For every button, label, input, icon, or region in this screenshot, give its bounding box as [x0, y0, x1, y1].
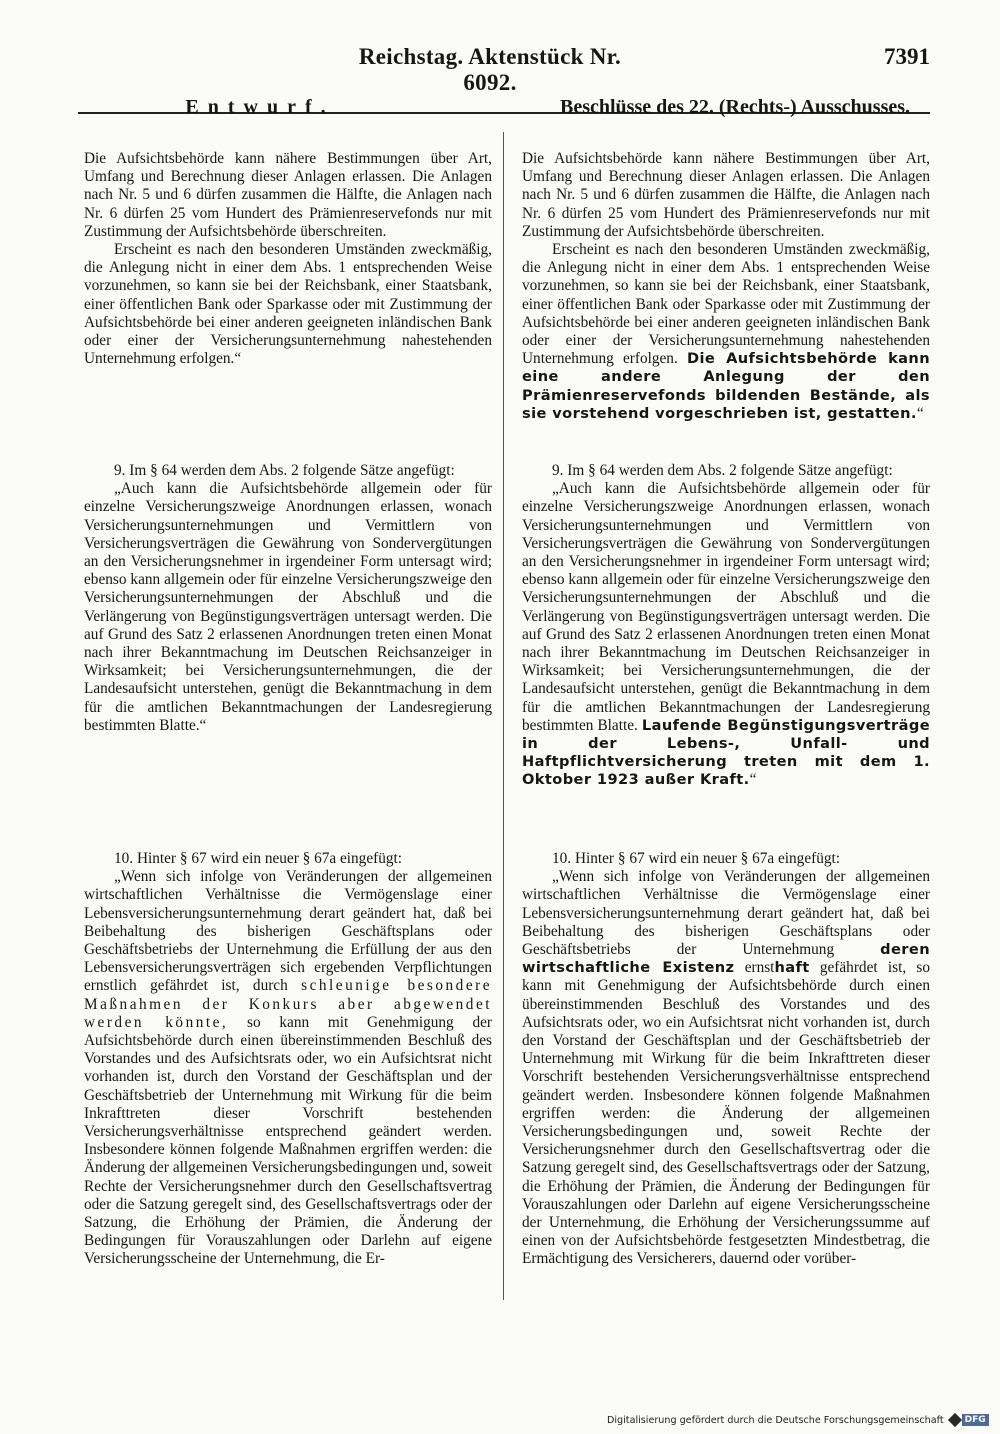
- quoted-text-part: so kann mit Genehmigung der Aufsichtsbehörde durch einen übereinstimmenden Beschluß des Vorstandes und des Aufsichtsrats oder, wo ein Aufsichtsrat nicht vorhanden ist, durch den Vorstand der Geschäftsplan und der Geschäftsbetrieb der Unternehmung mit Wirkung für die beim Inkrafttreten dieser Vorschrift bestehenden Versicherungsverhältnisse entsprechend geändert werden. Insbesondere können folgende Maßnahmen ergriffen werden: die Änderung der allgemeinen Versicherungsbedingungen und, soweit Rechte der Versicherungsnehmer durch den Gesellschaftsvertrag oder die Satzung geregelt sind, des Gesellschaftsvertrags oder der Satzung, die Erhöhung der Prämien, die Änderung der Bedingungen für Vorauszahlungen oder Darlehn auf eigene Versicherungsscheine der Unternehmung, die Er-: [84, 1013, 492, 1268]
- dfg-logo-mark-icon: [948, 1413, 962, 1427]
- column-divider: [503, 132, 504, 1300]
- digitization-credit: [607, 1412, 989, 1428]
- paragraph-text: Erscheint es nach den besonderen Umständen zweckmäßig, die Anlegung nicht in einer dem Abs. 1 entsprechenden Weise vorzunehmen, so kann sie bei der Reichsbank, einer Staatsbank, einer öffentlichen Bank oder Sparkasse oder mit Zustimmung der Aufsichtsbehörde bei einer anderen geeigneten inländischen Bank oder einer der Versicherungsunternehmung nahestehenden Unternehmung erfolgen.: [522, 241, 930, 368]
- running-title: Reichstag. Aktenstück Nr. 6092.: [358, 44, 622, 95]
- section-intro: 9. Im § 64 werden dem Abs. 2 folgende Sätze angefügt:: [114, 462, 455, 479]
- left-section-10: [84, 850, 492, 1269]
- quoted-text-part: „Wenn sich infolge von Veränderungen der allgemeinen wirtschaftlichen Verhältnisse die Vermögenslage einer Lebensversicherungsunternehmung derart geändert hat, daß bei Beibehaltung des bisherigen Geschäftsplans oder Geschäftsbetriebs der Unternehmung die Erfüllung der aus den Lebensversicherungsverträgen sich ergebenden Verpflichtungen ernstlich gefährdet ist, durch: [84, 868, 492, 995]
- left-column-heading: Entwurf.: [185, 96, 335, 118]
- quoted-text-part: gefährdet ist, so kann mit Genehmigung der Aufsichtsbehörde durch einen übereinstimmenden Beschluß des Vorstandes und des Aufsichtsrats oder, wo ein Aufsichtsrat nicht vorhanden ist, durch den Vorstand der Geschäftsplan und der Geschäftsbetrieb der Unternehmung mit Wirkung für die beim Inkrafttreten dieser Vorschrift bestehenden Versicherungsverhältnisse entsprechend geändert werden. Insbesondere können folgende Maßnahmen ergriffen werden: die Änderung der allgemeinen Versicherungsbedingungen und, soweit Rechte der Versicherungsnehmer durch den Gesellschaftsvertrag oder die Satzung geregelt sind, des Gesellschaftsvertrags oder der Satzung, die Erhöhung der Prämien, die Änderung der Bedingungen für Vorauszahlungen oder Darlehn auf eigene Versicherungsscheine der Unternehmung, die Erhöhung der Versicherungssumme auf einen von der Aufsichtsbehörde festgesetzten Mindestbetrag, die Ermächtigung des Versicherers, dauernd oder vorüber-: [522, 959, 930, 1268]
- dfg-logo: [950, 1414, 989, 1426]
- paragraph: Die Aufsichtsbehörde kann nähere Bestimmungen über Art, Umfang und Berechnung dieser Anlagen erlassen. Die Anlagen nach Nr. 5 und 6 dürfen zusammen die Hälfte, die Anlagen nach Nr. 6 dürfen 25 vom Hundert des Prämienreservefonds nur mit Zustimmung der Aufsichtsbehörde überschreiten.: [84, 150, 492, 240]
- quoted-text: „Auch kann die Aufsichtsbehörde allgemein oder für einzelne Versicherungszweige Anordnungen erlassen, wonach Versicherungsunternehmungen und Vermittlern von Versicherungsverträgen die Gewährung von Sondervergütungen an den Versicherungsnehmer in irgendeiner Form untersagt wird; ebenso kann allgemein oder für einzelne Versicherungszweige den Versicherungsunternehmungen der Abschluß und die Verlängerung von Begünstigungsverträgen untersagt werden. Die auf Grund des Satz 2 erlassenen Anordnungen treten einen Monat nach ihrer Bekanntmachung im Deutschen Reichsanzeiger in Wirksamkeit; bei Versicherungsunternehmungen, die der Landesaufsicht unterstehen, genügt die Bekanntmachung in dem für die amtlichen Bekanntmachungen der Landesregierung bestimmten Blatte.“: [84, 480, 492, 734]
- right-section-10: [522, 850, 930, 1269]
- right-column-heading: Beschlüsse des 22. (Rechts-) Ausschusses.: [559, 96, 911, 118]
- quoted-text: [84, 868, 492, 1268]
- bold-amendment: Laufende Begünstigungsverträge in der Lebens-, Unfall- und Haftpflichtversicherung treten mit dem 1. Oktober 1923 außer Kraft.: [522, 716, 931, 789]
- section-intro: 10. Hinter § 67 wird ein neuer § 67a eingefügt:: [552, 850, 841, 867]
- right-section-9: [522, 462, 930, 790]
- bold-amendment: Die Aufsichtsbehörde kann eine andere Anlegung der den Prämienreservefonds bildenden Bestände, als sie vorstehend vorgeschrieben ist, gestatten.: [522, 350, 930, 422]
- closing-quote: “: [916, 404, 924, 422]
- bold-amendment: deren wirtschaftliche Existenz: [522, 941, 930, 977]
- dfg-logo-text: DFG: [962, 1414, 989, 1426]
- paragraph: Erscheint es nach den besonderen Umständen zweckmäßig, die Anlegung nicht in einer dem Abs. 1 entsprechenden Weise vorzunehmen, so kann sie bei der Reichsbank, einer Staatsbank, einer öffentlichen Bank oder Sparkasse oder mit Zustimmung der Aufsichtsbehörde bei einer anderen geeigneten inländischen Bank oder einer der Versicherungsunternehmung nahestehenden Unternehmung erfolgen.“: [84, 241, 492, 368]
- bold-amendment: haft: [774, 959, 810, 977]
- quoted-text-part: „Auch kann die Aufsichtsbehörde allgemein oder für einzelne Versicherungszweige Anordnungen erlassen, wonach Versicherungsunternehmungen und Vermittlern von Versicherungsverträgen die Gewährung von Sondervergütungen an den Versicherungsnehmer in irgendeiner Form untersagt wird; ebenso kann allgemein oder für einzelne Versicherungszweige den Versicherungsunternehmungen der Abschluß und die Verlängerung von Begünstigungsverträgen untersagt werden. Die auf Grund des Satz 2 erlassenen Anordnungen treten einen Monat nach ihrer Bekanntmachung im Deutschen Reichsanzeiger in Wirksamkeit; bei Versicherungsunternehmungen, die der Landesaufsicht unterstehen, genügt die Bekanntmachung in dem für die amtlichen Bekanntmachungen der Landesregierung bestimmten Blatte.: [522, 480, 930, 734]
- quoted-text-part: „Wenn sich infolge von Veränderungen der allgemeinen wirtschaftlichen Verhältnisse die Vermögenslage einer Lebensversicherungsunternehmung derart geändert hat, daß bei Beibehaltung des bisherigen Geschäftsplans oder Geschäftsbetriebs der Unternehmung: [522, 868, 930, 959]
- quoted-text-part: ernst: [744, 959, 775, 977]
- right-section-8: [522, 150, 930, 423]
- spaced-emphasis: schleunige besondere Maßnahmen der Konkurs aber abgewendet werden könnte,: [84, 977, 492, 1031]
- quoted-text: [522, 480, 930, 789]
- left-section-8: [84, 150, 492, 368]
- section-intro: 10. Hinter § 67 wird ein neuer § 67a eingefügt:: [114, 850, 403, 867]
- paragraph: [522, 241, 930, 423]
- quoted-text: [522, 868, 930, 1268]
- closing-quote: “: [749, 771, 757, 789]
- credit-text: Digitalisierung gefördert durch die Deutsche Forschungsgemeinschaft: [607, 1414, 944, 1426]
- left-section-9: [84, 462, 492, 735]
- page-number: 7391: [884, 44, 930, 69]
- section-intro: 9. Im § 64 werden dem Abs. 2 folgende Sätze angefügt:: [552, 462, 893, 479]
- paragraph: Die Aufsichtsbehörde kann nähere Bestimmungen über Art, Umfang und Berechnung dieser Anlagen erlassen. Die Anlagen nach Nr. 5 und 6 dürfen zusammen die Hälfte, die Anlagen nach Nr. 6 dürfen 25 vom Hundert des Prämienreservefonds nur mit Zustimmung der Aufsichtsbehörde überschreiten.: [522, 150, 930, 240]
- page-header: [0, 44, 1000, 95]
